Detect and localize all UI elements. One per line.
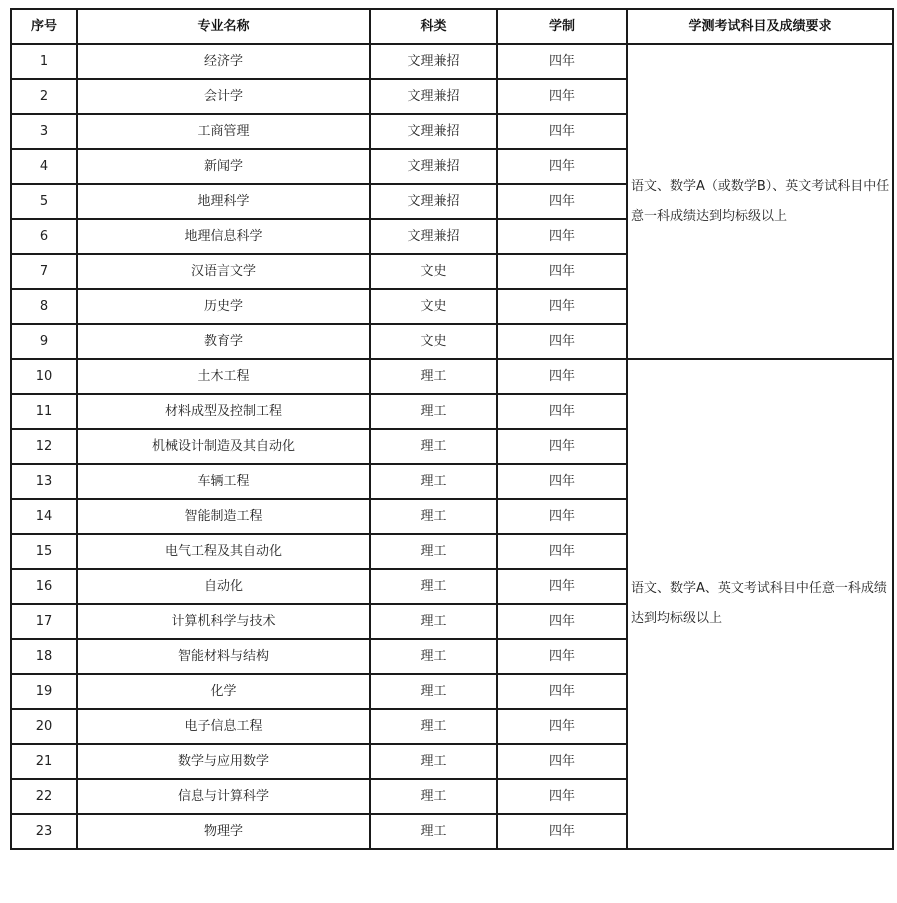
cell-number: 1: [11, 44, 77, 79]
header-cell-category: 科类: [370, 9, 497, 44]
cell-duration: 四年: [497, 464, 627, 499]
cell-major-name: 电气工程及其自动化: [77, 534, 370, 569]
cell-major-name: 化学: [77, 674, 370, 709]
cell-number: 21: [11, 744, 77, 779]
cell-major-name: 智能制造工程: [77, 499, 370, 534]
cell-duration: 四年: [497, 114, 627, 149]
cell-duration: 四年: [497, 604, 627, 639]
cell-major-name: 信息与计算科学: [77, 779, 370, 814]
cell-number: 5: [11, 184, 77, 219]
cell-major-name: 汉语言文学: [77, 254, 370, 289]
cell-number: 20: [11, 709, 77, 744]
cell-number: 2: [11, 79, 77, 114]
cell-duration: 四年: [497, 254, 627, 289]
cell-requirement: 语文、数学A、英文考试科目中任意一科成绩达到均标级以上: [627, 359, 893, 849]
cell-major-name: 车辆工程: [77, 464, 370, 499]
cell-category: 理工: [370, 744, 497, 779]
cell-category: 文理兼招: [370, 44, 497, 79]
cell-major-name: 电子信息工程: [77, 709, 370, 744]
cell-category: 理工: [370, 534, 497, 569]
cell-category: 文史: [370, 254, 497, 289]
cell-duration: 四年: [497, 44, 627, 79]
cell-number: 15: [11, 534, 77, 569]
cell-major-name: 地理科学: [77, 184, 370, 219]
cell-category: 理工: [370, 779, 497, 814]
cell-duration: 四年: [497, 779, 627, 814]
cell-duration: 四年: [497, 429, 627, 464]
cell-major-name: 材料成型及控制工程: [77, 394, 370, 429]
cell-duration: 四年: [497, 744, 627, 779]
cell-number: 16: [11, 569, 77, 604]
cell-major-name: 物理学: [77, 814, 370, 849]
cell-duration: 四年: [497, 149, 627, 184]
table-body: [11, 44, 893, 849]
header-cell-number: 序号: [11, 9, 77, 44]
table-row: [11, 44, 893, 79]
cell-number: 14: [11, 499, 77, 534]
cell-major-name: 自动化: [77, 569, 370, 604]
cell-number: 6: [11, 219, 77, 254]
cell-major-name: 经济学: [77, 44, 370, 79]
cell-category: 理工: [370, 359, 497, 394]
cell-number: 17: [11, 604, 77, 639]
cell-duration: 四年: [497, 534, 627, 569]
cell-number: 3: [11, 114, 77, 149]
cell-category: 文史: [370, 289, 497, 324]
cell-category: 理工: [370, 604, 497, 639]
cell-number: 18: [11, 639, 77, 674]
cell-category: 理工: [370, 674, 497, 709]
cell-duration: 四年: [497, 289, 627, 324]
cell-major-name: 工商管理: [77, 114, 370, 149]
cell-category: 理工: [370, 499, 497, 534]
cell-major-name: 智能材料与结构: [77, 639, 370, 674]
cell-duration: 四年: [497, 814, 627, 849]
cell-number: 12: [11, 429, 77, 464]
cell-category: 文理兼招: [370, 79, 497, 114]
majors-table: [10, 8, 894, 850]
cell-major-name: 地理信息科学: [77, 219, 370, 254]
header-cell-duration: 学制: [497, 9, 627, 44]
cell-duration: 四年: [497, 79, 627, 114]
cell-duration: 四年: [497, 184, 627, 219]
cell-category: 文理兼招: [370, 149, 497, 184]
cell-number: 13: [11, 464, 77, 499]
cell-category: 理工: [370, 569, 497, 604]
cell-requirement: 语文、数学A（或数学B）、英文考试科目中任意一科成绩达到均标级以上: [627, 44, 893, 359]
cell-category: 理工: [370, 814, 497, 849]
cell-duration: 四年: [497, 324, 627, 359]
cell-number: 22: [11, 779, 77, 814]
cell-duration: 四年: [497, 499, 627, 534]
cell-category: 理工: [370, 429, 497, 464]
cell-category: 理工: [370, 639, 497, 674]
cell-number: 11: [11, 394, 77, 429]
table-header-row: [11, 9, 893, 44]
table-row: [11, 359, 893, 394]
cell-number: 9: [11, 324, 77, 359]
cell-major-name: 土木工程: [77, 359, 370, 394]
cell-number: 23: [11, 814, 77, 849]
cell-duration: 四年: [497, 359, 627, 394]
cell-category: 文史: [370, 324, 497, 359]
cell-category: 文理兼招: [370, 114, 497, 149]
cell-duration: 四年: [497, 569, 627, 604]
cell-major-name: 计算机科学与技术: [77, 604, 370, 639]
cell-category: 理工: [370, 394, 497, 429]
cell-number: 8: [11, 289, 77, 324]
cell-major-name: 教育学: [77, 324, 370, 359]
cell-major-name: 数学与应用数学: [77, 744, 370, 779]
cell-duration: 四年: [497, 219, 627, 254]
cell-number: 19: [11, 674, 77, 709]
cell-category: 文理兼招: [370, 184, 497, 219]
cell-duration: 四年: [497, 674, 627, 709]
cell-number: 4: [11, 149, 77, 184]
cell-category: 文理兼招: [370, 219, 497, 254]
cell-duration: 四年: [497, 639, 627, 674]
cell-major-name: 新闻学: [77, 149, 370, 184]
cell-duration: 四年: [497, 709, 627, 744]
header-cell-requirement: 学测考试科目及成绩要求: [627, 9, 893, 44]
cell-category: 理工: [370, 464, 497, 499]
cell-category: 理工: [370, 709, 497, 744]
cell-major-name: 历史学: [77, 289, 370, 324]
cell-number: 7: [11, 254, 77, 289]
cell-major-name: 机械设计制造及其自动化: [77, 429, 370, 464]
cell-number: 10: [11, 359, 77, 394]
header-cell-major: 专业名称: [77, 9, 370, 44]
cell-major-name: 会计学: [77, 79, 370, 114]
cell-duration: 四年: [497, 394, 627, 429]
